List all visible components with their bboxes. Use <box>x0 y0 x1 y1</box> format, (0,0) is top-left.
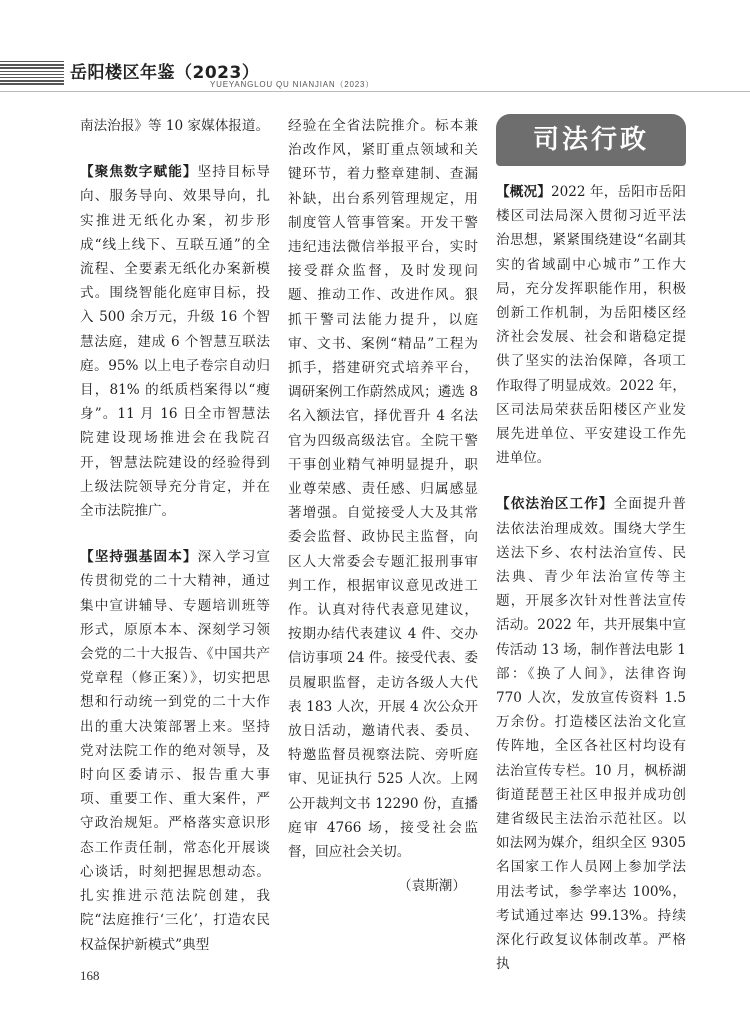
header-rule <box>0 91 750 92</box>
section-heading: 【坚持强基固本】 <box>80 549 198 566</box>
header-decoration-lines <box>0 61 64 87</box>
paragraph-continuation: 经验在全省法院推介。标本兼治改作风，紧盯重点领域和关键环节，着力整章建制、查漏补缺，出台系列管理规定，用制度管人管事管案。开发干警违纪违法微信举报平台，实时接受群众监督，及时发现问题、推动工作、改进作风。狠抓干警司法能力提升，以庭审、文书、案例“精品”工程为抓手，搭建研究式培养平台，调研案例工作蔚然成风；遴选 8 名入额法官，择优晋升 4 名法官为四级高级法官。全院干警干事创业精气神明显提升，职业尊荣感、责任感、归属感显著增强。自觉接受人大及其常委会监督、政协民主监督，向区人大常委会专题汇报刑事审判工作，根据审议意见改进工作。认真对待代表意见建议，按期办结代表建议 4 件、交办信访事项 24 件。接受代表、委员履职监督，走访各级人大代表 183 人次，开展 4 次公众开放日活动，邀请代表、委员、特邀监督员视察法院、旁听庭审、见证执行 525 人次。上网公开裁判文书 12290 份，直播庭审 4766 场，接受社会监督，回应社会关切。 <box>288 118 478 861</box>
section-heading: 【聚焦数字赋能】 <box>80 164 198 181</box>
chapter-banner: 司法行政 <box>496 114 686 166</box>
column-left <box>80 114 270 957</box>
section-heading: 【概况】 <box>496 184 551 200</box>
section-body: 全面提升普法依法治理成效。围绕大学生送法下乡、农村法治宣传、民法典、青少年法治宣传等主题，开展多次针对性普法宣传活动。2022 年，共开展集中宣传活动 13 场，制作普法电影 1 部：《换了人间》，法律咨询 770 人次，发放宣传资料 1.5 万余份。打造楼区法治文化宣传阵地，全区各社区村均设有法治宣传专栏。10 月，枫桥湖街道琵琶王社区申报并成功创建省级民主法治示范社区。以如法网为媒介，组织全区 9305 名国家工作人员网上参加学法用法考试，参学率达 100%，考试通过率达 99.13%。持续深化行政复议体制改革。严格执 <box>496 496 687 973</box>
author-credit: （袁斯潮） <box>398 878 466 895</box>
column-middle <box>288 114 478 899</box>
column-right <box>496 114 686 977</box>
section-body: 深入学习宣传贯彻党的二十大精神，通过集中宣讲辅导、专题培训班等形式，原原本本、深刻学习领会党的二十大报告、《中国共产党章程（修正案）》，切实把思想和行动统一到党的二十大作出的重大决策部署上来。坚持党对法院工作的绝对领导，及时向区委请示、报告重大事项、重要工作、重大案件，严守政治规矩。严格落实意识形态工作责任制，常态化开展谈心谈话，时刻把握思想动态。扎实推进示范法院创建，我院“法庭推行‘三化’，打造农民权益保护新模式”典型 <box>80 549 271 953</box>
section-heading: 【依法治区工作】 <box>496 496 614 513</box>
section-rule-of-law <box>496 492 686 976</box>
yearbook-subtitle: YUEYANGLOU QU NIANJIAN（2023） <box>210 80 375 89</box>
section-body: 2022 年，岳阳市岳阳楼区司法局深入贯彻习近平法治思想，紧紧围绕建设“名副其实的省域副中心城市”工作大局，充分发挥职能作用，积极创新工作机制，为岳阳楼区经济社会发展、社会和谐稳定提供了坚实的法治保障，各项工作取得了明显成效。2022 年，区司法局荣获岳阳楼区产业发展先进单位、平安建设工作先进单位。 <box>496 184 686 467</box>
yearbook-title: 岳阳楼区年鉴（2023） <box>70 63 260 83</box>
section-strengthen-foundation <box>80 545 270 956</box>
section-overview <box>496 180 686 470</box>
section-body: 坚持目标导向、服务导向、效果导向，扎实推进无纸化办案，初步形成“线上线下、互联互通”的全流程、全要素无纸化办案新模式。围绕智能化庭审目标，投入 500 余万元，升级 16 个智慧法庭，建成 6 个智慧互联法庭。95% 以上电子卷宗自动归目，81% 的纸质档案得以“瘦身”。11 月 16 日全市智慧法院建设现场推进会在我院召开，智慧法院建设的经验得到上级法院领导充分肯定，并在全市法院推广。 <box>80 164 271 520</box>
section-digital-empowerment <box>80 160 270 523</box>
paragraph-continuation: 南法治报》等 10 家媒体报道。 <box>80 118 270 134</box>
page-number: 168 <box>80 968 100 983</box>
